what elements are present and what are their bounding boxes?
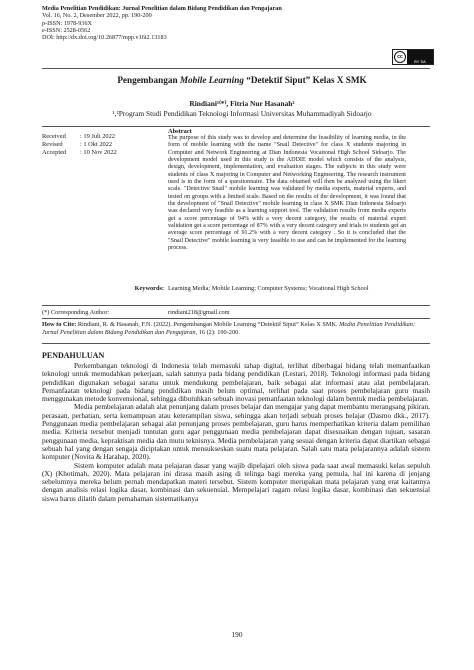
paragraph: Media pembelajaran adalah alat penunjang dalam proses belajar dan mengajar yang dapat membantu merangsang pikiran, perasaan, perhatian, serta kemampuan atau keterampilan siswa, sehingga akan terjadi sebuah proses belajar (Dasmo dkk., 2017). Penggunaan media pembelajaran sebagai alat penunjang proses pembelajaran, guru harus memperhatikan kriteria dalam pemilihan media. Kriteria tersebut menjadi tuntutan guru agar penggunaan media pembelajaran dapat disesuaikan dengan tujuan, sasaran penggunaan media, kepraktisan media dan mutu teknisnya. Media pembelajaran yang sesuai dengan kriteria dapat diartikan sebagai sebuah hal yang dengan sengaja diciptakan untuk mensukseskan suatu mata pelajaran. Salah satu mata pelajarannya adalah sistem komputer (Novita & Harahap, 2020).: [42, 402, 430, 462]
section-body: [42, 362, 430, 503]
e-issn: e-ISSN: 2528-0562: [42, 26, 91, 34]
abstract-bottom-rule: [42, 305, 430, 306]
cite-journal: Media Penelitian Pendidikan: Jurnal Penelitian dalam Bidang Pendidikan dan Pengajaran: [42, 321, 416, 336]
how-to-cite: [42, 321, 430, 336]
paragraph: Perkembangan teknologi di Indonesia telah memasuki tahap digital, terlihat diberbagai bidang telah memanfaatkan teknologi untuk memudahkan pekerjaan, salah satunya pada bidang pendidikan (Lestari, 2018). Teknologi informasi pada bidang pendidikan digunakan sebagai sarana untuk mendukung pembelajaran, baik sebagai alat informasi atau alat pembelajaran. Pemanfaatan teknologi pada bidang pendidikan masih belum optimal, terlihat pada saat proses pembelajaran guru masih menggunakan metode konvensional, sehingga dibutuhkan sebuah inovasi pemanfaatan teknologi dalam bentuk media pembelajaran.: [42, 361, 430, 404]
journal-header: [42, 5, 442, 41]
cite-end: , 16 (2): 190-200.: [195, 328, 240, 336]
paragraph: Sistem komputer adalah mata pelajaran dasar yang wajib dipelajari oleh siswa pada saat awal memasuki kelas sepuluh (X) (Khotimah, 2020). Mata pelajaran ini dirasa masih asing di telinga bagi mereka yang pemula, hal ini karena di jenjang sebelumnya mereka belum pernah mendapatkan materi tersebut. Sistem komputer merupakan mata pelajaran yang erat kaitannya dengan analisis relasi logika dasar, kombinasi dan sekuensial. Mempelajari ragam relasi logika dasar, kombinasi dan sekuensial siswa harus dilatih dalam pemahaman sistematikanya: [42, 460, 430, 503]
title-italic: Mobile Learning: [179, 75, 244, 85]
cite-text: Rindiani, R. & Hasanah, F.N. (2022). Pengembangan Mobile Learning “Detektif Siput” Kelas X SMK.: [76, 321, 340, 328]
doi-link[interactable]: DOI: http://dx.doi.org/10.26877/mpp.v16i2.13183: [42, 34, 167, 42]
cc-license-badge[interactable]: [392, 49, 434, 65]
abstract-text: The purpose of this study was to develop and determine the feasibility of learning media, in the form of mobile learning with the name "Snail Detective" for class X students majoring in Computer and Network Engineering at Dian Indonesia Vocational High School Sidoarjo. The development model used in this study is the ADDIE model which consists of the analysis, design, development, implementation, and evaluation stages. The subjects in this study were students of class X majoring in Computer and Networking Engineering. The research instrument used is in the form of a questionnaire. The data obtained will then be analyzed using the likert scale. "Detective Snail" mobile learning was validated by media experts, material experts, and tested on groups with a limited scale. Based on the results of the development, it was found that the development of "Snail Detective" mobile learning in class X SMK Dian Indonesia Sidoarjo was declared very feasible as a learning support tool. The validation results from media experts get a score percentage of 94% with a very decent category, the results of material expert validation get a score percentage of 87% with a very decent category and trials to students get an average score percentage of 91.2% with a very decent category . So it is concluded that the "Snail Detective" mobile learning is very feasible to use and can be implemented for the learning process.: [168, 135, 406, 252]
journal-name: Media Penelitian Pendidikan: Jurnal Penelitian dalam Bidang Pendidikan dan Pengajaran: [42, 5, 282, 12]
date-revised: Revised : 1 Okt 2022: [42, 141, 113, 148]
abstract-top-rule: [42, 126, 430, 127]
date-accepted: Accepted : 10 Nov 2022: [42, 149, 117, 156]
header-divider: [42, 68, 430, 69]
author-list: Rindiani¹⁽*⁾, Fitria Nur Hasanah²: [189, 99, 295, 108]
section-heading: PENDAHULUAN: [42, 351, 105, 360]
cite-top-rule: [42, 318, 430, 319]
title-prefix: Pengembangan: [117, 75, 180, 85]
cite-bottom-rule: [42, 343, 430, 344]
keywords-text: Learning Media; Mobile Learning; Computer Systems; Vocational High School: [168, 285, 369, 292]
p-issn: p-ISSN: 1978-936X: [42, 19, 93, 27]
cc-icon: cc: [394, 51, 406, 63]
corresponding-email[interactable]: rindiani218@gmail.com: [168, 309, 230, 316]
title-suffix: “Detektif Siput” Kelas X SMK: [243, 75, 367, 85]
article-dates: [42, 133, 117, 157]
license-terms: BY SA: [407, 50, 433, 64]
keywords-label: Keywords:: [134, 285, 164, 292]
abstract-heading: Abstract: [168, 128, 192, 135]
affiliation: ¹,²Program Studi Pendidikan Teknologi Informasi Universitas Muhammadiyah Sidoarjo: [112, 109, 372, 118]
volume-info: Vol. 16, No. 2, Desember 2022, pp. 190-200: [42, 12, 152, 20]
corresponding-label: (*) Corresponding Author:: [42, 309, 110, 316]
date-received: Received : 19 Juli 2022: [42, 133, 115, 140]
cite-label: How to Cite:: [42, 321, 77, 328]
page-number: 190: [231, 630, 243, 639]
paper-title: [42, 75, 442, 85]
